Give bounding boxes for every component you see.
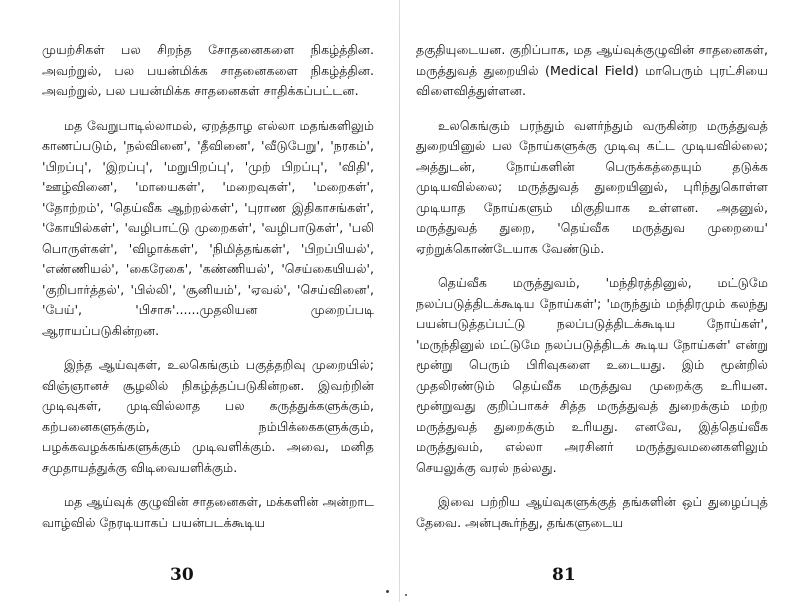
left-paragraph-3: இந்த ஆய்வுகள், உலகெங்கும் பகுத்தறிவு முறையில்; விஞ்ஞானச் சூழலில் நிகழ்த்தப்படுகின்றன. இவற்றின் முடிவுகள், முடிவில்லாத பல கருத்துக்களுக்கும், கற்பனைகளுக்கும், நம்பிக்கைகளுக்கும், பழக்கவழக்கங்களுக்கும் முடிவளிக்கும். அவை, மனித சமுதாயத்துக்கு விடிவையளிக்கும்.: [42, 357, 374, 475]
right-paragraph-3: தெய்வீக மருத்துவம், 'மந்திரத்தினுல், மட்டுமே நலப்படுத்திடக்கூடிய நோய்கள்'; 'மருந்தும் மந்திரமும் கலந்து பயன்படுத்தப்பட்டு நலப்படுத்திடக்கூடிய நோய்கள்', 'மருந்தினுல் மட்டுமே நலப்படுத்திடக் கூடிய நோய்கள்' என்று மூன்று பெரும் பிரிவுகளை உடையது. இம் மூன்றில் முதலிரண்டும் தெய்வீக மருத்துவ முறைக்கு உரியன. மூன்றுவது குறிப்பாகச் சித்த மருத்துவத் துறைக்கும் மற்ற மருத்துவத் துறைக்கும் உரியது. எனவே, இத்தெய்வீக மருத்துவம், எல்லா அரசினர் மருத்துவமனைகளிலும் செயலுக்கு வரல் நல்லது.: [416, 275, 768, 475]
right-page-text: [416, 40, 768, 533]
left-paragraph-2: மத வேறுபாடில்லாமல், ஏறத்தாழ எல்லா மதங்களிலும் காணப்படும், 'நல்வினை', 'தீவினை', 'வீடுபேறு', 'நரகம்', 'பிறப்பு', 'இறப்பு', 'மறுபிறப்பு', 'முற் பிறப்பு', 'விதி', 'ஊழ்வினை', 'மாயைகள்', 'மறைவுகள்', 'மறைகள்', 'தோற்றம்', 'தெய்வீக ஆற்றல்கள்', 'புராண இதிகாசங்கள்', 'கோயில்கள்', 'வழிபாட்டு முறைகள்', 'வழிபாடுகள்', 'பலி பொருள்கள்', 'விழாக்கள்', 'நிமித்தங்கள்', 'பிறப்பியல்', 'எண்ணியல்', 'கைரேகை', 'கண்ணியல்', 'செய்கையியல்', 'குறிபார்த்தல்', 'பில்லி', 'சூனியம்', 'ஏவல்', 'செய்வினை', 'பேய்', 'பிசாசு'......முதலியன முறைப்படி ஆராயப்படுகின்றன.: [42, 117, 374, 338]
right-paragraph-1: தகுதியுடையன. குறிப்பாக, மத ஆய்வுக்குழுவின் சாதனைகள், மருத்துவத் துறையில் (Medical Field) மாபெரும் புரட்சியை விளைவித்துள்ளன.: [416, 42, 768, 98]
scan-speck: [405, 594, 407, 596]
left-paragraph-4: மத ஆய்வுக் குழுவின் சாதனைகள், மக்களின் அன்றாட வாழ்வில் நேரடியாகப் பயன்படக்கூடிய: [42, 494, 374, 530]
right-paragraph-2: உலகெங்கும் பரந்தும் வளர்ந்தும் வருகின்ற மருத்துவத் துறையினுல் பல நோய்களுக்கு முடிவு கட்ட முடியவில்லை; அத்துடன், நோய்களின் பெருக்கத்தையும் தடுக்க முடியவில்லை; மருத்துவத் துறையினுல், புரிந்துகொள்ள முடியாத நோய்களும் மிகுதியாக உள்ளன. அதனுல், மருத்துவத் துறை, 'தெய்வீக மருத்துவ முறையை' ஏற்றுக்கொண்டேயாக வேண்டும்.: [416, 117, 768, 256]
right-page: [400, 0, 800, 602]
scan-speck: [386, 590, 389, 593]
left-page-text: [42, 40, 374, 533]
left-paragraph-1: முயற்சிகள் பல சிறந்த சோதனைகளை நிகழ்த்தின. அவற்றுல், பல பயன்மிக்க சாதனைகளை நிகழ்த்தின. அவற்றுல், பல பயன்மிக்க சாதனைகள் சாதிக்கப்பட்டன.: [42, 42, 374, 98]
right-paragraph-4: இவை பற்றிய ஆய்வுகளுக்குத் தங்களின் ஒப் துழைப்புத் தேவை. அன்புகூர்ந்து, தங்களுடைய: [416, 494, 768, 530]
right-page-number: 81: [552, 565, 576, 585]
left-page-number: 30: [170, 565, 194, 585]
